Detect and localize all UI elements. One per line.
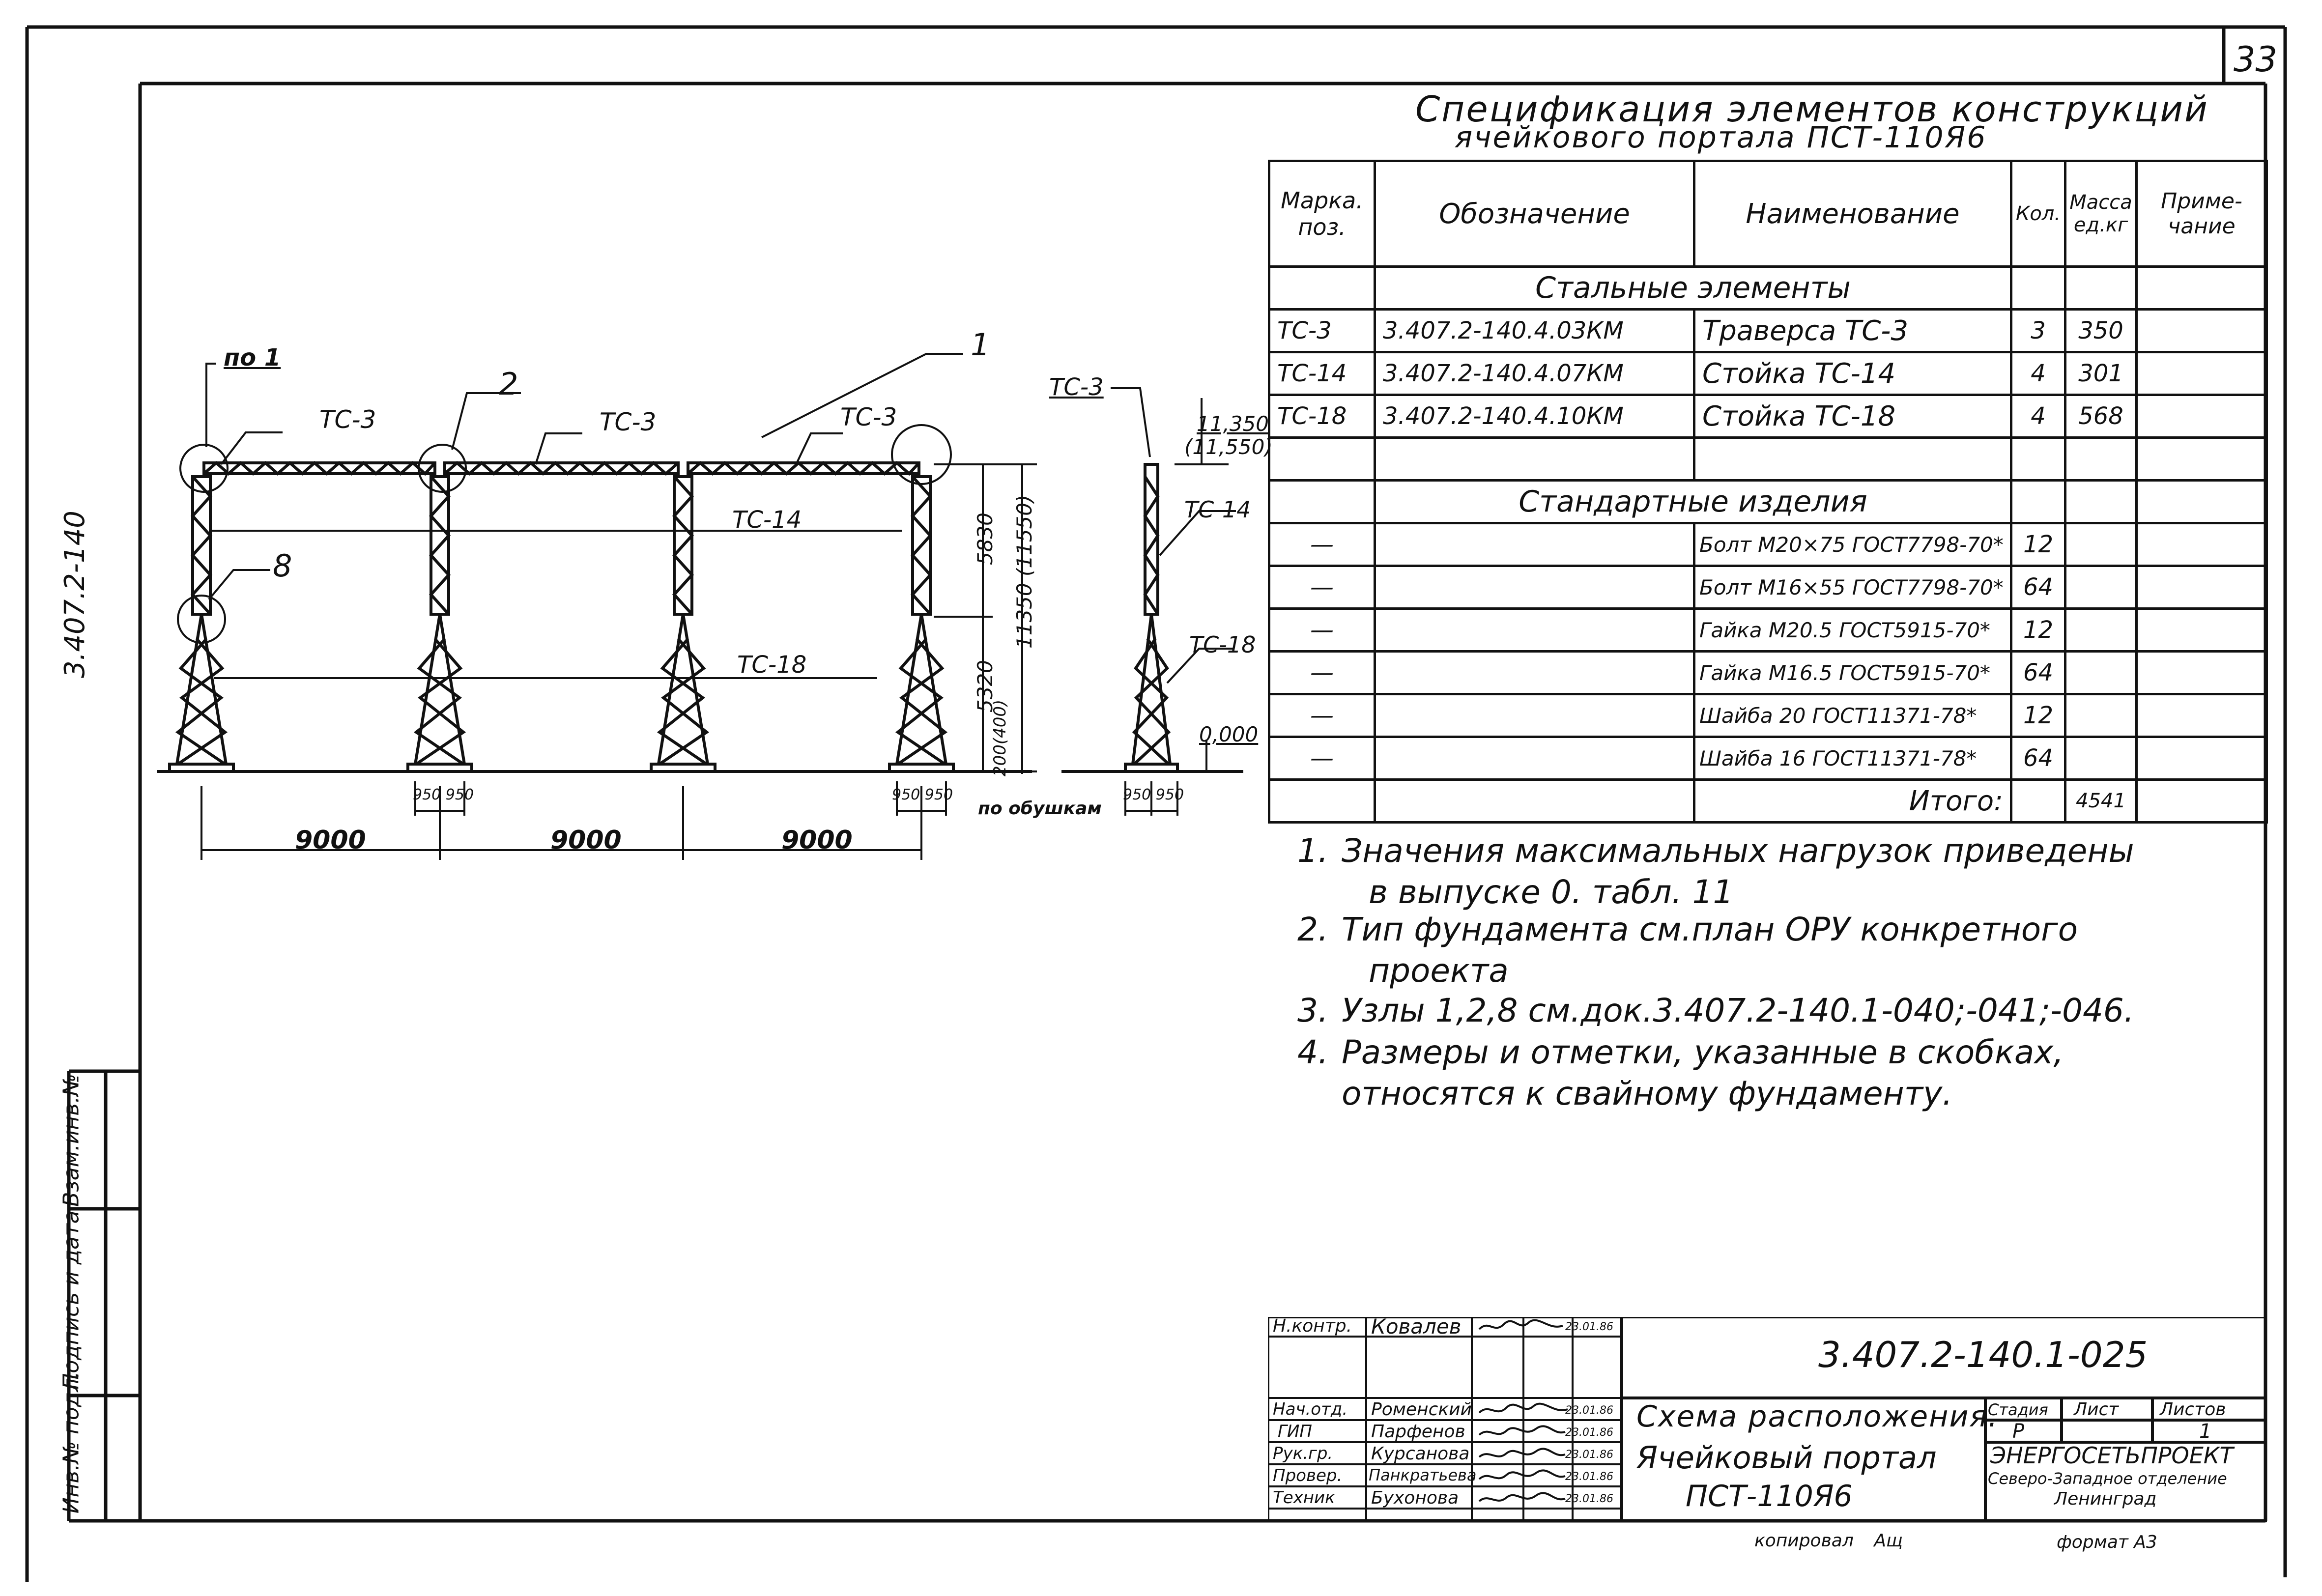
spec-cell: ТС-3 [1269, 310, 1375, 352]
label-side-tc3: ТС-3 [1049, 373, 1104, 401]
label-span-2: 9000 [550, 826, 622, 855]
spec-group-std: Стандартные изделия [1375, 481, 2011, 523]
tb-role: Нач.отд. [1273, 1399, 1348, 1419]
spec-row [1269, 609, 2267, 652]
spec-row [1269, 566, 2267, 609]
page-number: 33 [2234, 39, 2278, 80]
label-tc3-b: ТС-3 [600, 408, 657, 436]
tb-name: Курсанова [1371, 1444, 1470, 1464]
label-tc3-a: ТС-3 [319, 405, 376, 434]
traverse-2 [445, 463, 678, 474]
column-3 [651, 477, 715, 771]
label-po1: по 1 [224, 344, 281, 371]
spec-cell [2065, 737, 2137, 780]
traverse-1 [204, 463, 435, 474]
note-text: Значения максимальных нагрузок приведены [1342, 832, 2134, 870]
spec-header-note: Приме- чание [2137, 161, 2267, 267]
spec-cell [2065, 694, 2137, 737]
note-number: 3. [1297, 992, 1328, 1029]
label-span-1: 9000 [295, 826, 366, 855]
tb-role: ГИП [1278, 1422, 1312, 1441]
spec-cell: — [1269, 652, 1375, 694]
label-elev-zero: 0,000 [1199, 722, 1259, 746]
spec-cell: — [1269, 566, 1375, 609]
tb-name: Ковалев [1371, 1314, 1462, 1339]
spec-cell: 4 [2011, 352, 2065, 395]
label-side-tc18: ТС-18 [1189, 631, 1256, 658]
spec-cell [2137, 652, 2267, 694]
spec-cell: 3.407.2-140.4.03КМ [1375, 310, 1694, 352]
note-text: Размеры и отметки, указанные в скобках, [1342, 1033, 2064, 1071]
spec-cell: Гайка М16.5 ГОСТ5915-70* [1694, 652, 2011, 694]
label-dim-5830: 5830 [973, 513, 997, 565]
tb-stadia: Р [2012, 1420, 2025, 1443]
spec-cell [2065, 566, 2137, 609]
spec-header-name: Наименование [1694, 161, 2011, 267]
spec-table [1268, 160, 2268, 824]
label-elev-top-pile: (11,550) [1184, 435, 1273, 459]
tb-listov-header: Листов [2160, 1399, 2226, 1420]
traverse-3 [688, 463, 919, 474]
spec-group-steel: Стальные элементы [1375, 267, 2011, 310]
label-node-2: 2 [499, 366, 518, 402]
note-number: 2. [1297, 911, 1328, 948]
spec-cell: 301 [2065, 352, 2137, 395]
spec-cell [1375, 694, 1694, 737]
spec-empty-row [1269, 438, 2267, 481]
tb-date: 23.01.86 [1565, 1426, 1613, 1439]
tb-title-l1: Схема расположения. [1636, 1399, 1999, 1434]
spec-header-mark: Марка. поз. [1269, 161, 1375, 267]
note-1 [1297, 830, 2134, 913]
side-stamp-vzam: Взам.инв.№ [58, 1074, 84, 1207]
column-2 [408, 477, 472, 771]
spec-cell: 64 [2011, 737, 2065, 780]
spec-cell: 64 [2011, 652, 2065, 694]
spec-cell: Траверса ТС-3 [1694, 310, 2011, 352]
note-3 [1297, 990, 2134, 1031]
note-number: 1. [1297, 832, 1328, 870]
signatures [1474, 1317, 1573, 1523]
label-base-left: 950 950 [413, 786, 474, 803]
tb-name: Панкратьева [1369, 1466, 1477, 1484]
spec-cell: ТС-14 [1269, 352, 1375, 395]
note-text: Узлы 1,2,8 см.док.3.407.2-140.1-040;-041;-046. [1342, 992, 2134, 1029]
side-stamp-inv-podl: Инв.№ подл. [58, 1371, 84, 1514]
tb-title-l3: ПСТ-110Я6 [1686, 1479, 1853, 1513]
label-elev-top: 11,350 [1197, 412, 1269, 436]
spec-cell: 568 [2065, 395, 2137, 438]
spec-cell [1375, 566, 1694, 609]
spec-cell [2137, 609, 2267, 652]
spec-cell [2065, 652, 2137, 694]
spec-header-designation: Обозначение [1375, 161, 1694, 267]
tb-title-l2: Ячейковый портал [1636, 1440, 1937, 1476]
spec-title-line2: ячейкового портала ПСТ-110Я6 [1455, 120, 1987, 155]
spec-cell [1375, 737, 1694, 780]
spec-row [1269, 352, 2267, 395]
copied-by-text: копировал [1754, 1531, 1854, 1551]
spec-row [1269, 652, 2267, 694]
label-dim-11350: 11350 (11550) [1012, 494, 1036, 649]
spec-cell: Стойка ТС-14 [1694, 352, 2011, 395]
spec-cell: 12 [2011, 694, 2065, 737]
spec-header-qty: Кол. [2011, 161, 2065, 267]
spec-cell: ТС-18 [1269, 395, 1375, 438]
label-dim-200: 200(400) [990, 699, 1010, 776]
note-4 [1297, 1032, 2064, 1114]
spec-cell: Болт М16×55 ГОСТ7798-70* [1694, 566, 2011, 609]
spec-cell: — [1269, 694, 1375, 737]
note-text: проекта [1369, 952, 1509, 990]
spec-cell: — [1269, 523, 1375, 566]
note-number: 4. [1297, 1033, 1328, 1071]
label-tc14: ТС-14 [732, 506, 802, 534]
note-text: относятся к свайному фундаменту. [1342, 1075, 1953, 1112]
tb-list-header: Лист [2074, 1399, 2119, 1420]
spec-cell [1375, 523, 1694, 566]
spec-cell: — [1269, 737, 1375, 780]
spec-cell: 12 [2011, 523, 2065, 566]
spec-cell: 3.407.2-140.4.10КМ [1375, 395, 1694, 438]
label-node-1: 1 [971, 327, 990, 363]
tb-doc-code: 3.407.2-140.1-025 [1818, 1334, 2148, 1375]
tb-role: Провер. [1273, 1466, 1343, 1485]
tb-date: 23.01.86 [1565, 1493, 1613, 1505]
spec-cell: 64 [2011, 566, 2065, 609]
spec-cell [1375, 609, 1694, 652]
label-span-3: 9000 [781, 826, 853, 855]
spec-cell: Гайка М20.5 ГОСТ5915-70* [1694, 609, 2011, 652]
spec-total-label: Итого: [1694, 780, 2011, 823]
spec-cell: 12 [2011, 609, 2065, 652]
note-text: в выпуске 0. табл. 11 [1369, 873, 1734, 911]
spec-cell: 3 [2011, 310, 2065, 352]
side-code: 3.407.2-140 [59, 511, 91, 678]
spec-cell [1375, 652, 1694, 694]
label-base-side: 950 950 [1123, 786, 1184, 803]
label-node-8: 8 [273, 548, 292, 584]
spec-cell [2137, 737, 2267, 780]
tb-name: Бухонова [1371, 1488, 1459, 1508]
spec-cell: — [1269, 609, 1375, 652]
spec-total-row [1269, 780, 2267, 823]
spec-row [1269, 737, 2267, 780]
spec-cell [2137, 523, 2267, 566]
tb-name: Парфенов [1371, 1422, 1465, 1442]
spec-title-line1: Спецификация элементов конструкций [1415, 88, 2209, 130]
tb-date: 23.01.86 [1565, 1449, 1613, 1461]
spec-cell: 350 [2065, 310, 2137, 352]
spec-cell [2065, 609, 2137, 652]
tb-stadia-header: Стадия [1988, 1400, 2048, 1419]
copied-by-sign: Ащ [1874, 1531, 1903, 1551]
spec-total-value: 4541 [2065, 780, 2137, 823]
spec-cell [2137, 352, 2267, 395]
spec-header-row [1269, 161, 2267, 267]
tb-role: Техник [1273, 1488, 1335, 1508]
spec-cell: Шайба 16 ГОСТ11371-78* [1694, 737, 2011, 780]
spec-cell: Болт М20×75 ГОСТ7798-70* [1694, 523, 2011, 566]
spec-cell: 4 [2011, 395, 2065, 438]
spec-group-steel-row [1269, 267, 2267, 310]
label-side-tc14: ТС-14 [1184, 496, 1251, 523]
tb-org-2: Северо-Западное отделение [1988, 1469, 2227, 1488]
tb-org-1: ЭНЕРГОСЕТЬПРОЕКТ [1990, 1442, 2234, 1469]
spec-cell: Стойка ТС-18 [1694, 395, 2011, 438]
label-tc3-c: ТС-3 [840, 403, 897, 431]
spec-cell [2065, 523, 2137, 566]
tb-date: 23.01.86 [1565, 1404, 1613, 1417]
tb-org-3: Ленинград [2054, 1489, 2157, 1509]
spec-cell: Шайба 20 ГОСТ11371-78* [1694, 694, 2011, 737]
tb-name: Роменский [1371, 1399, 1472, 1420]
side-stamp-podpis: Подпись и дата [58, 1210, 84, 1390]
tb-listov: 1 [2199, 1420, 2212, 1443]
label-po-obushkam: по обушкам [978, 798, 1102, 819]
spec-cell [2137, 694, 2267, 737]
tb-date: 23.01.86 [1565, 1471, 1613, 1483]
spec-header-mass: Масса ед.кг [2065, 161, 2137, 267]
spec-row [1269, 694, 2267, 737]
copied-by-label [1754, 1531, 1903, 1551]
tb-role: Рук.гр. [1273, 1444, 1333, 1463]
spec-cell: 3.407.2-140.4.07КМ [1375, 352, 1694, 395]
format-label: формат А3 [2057, 1532, 2157, 1552]
note-text: Тип фундамента см.план ОРУ конкретного [1342, 911, 2078, 948]
spec-row [1269, 310, 2267, 352]
spec-cell [2137, 395, 2267, 438]
spec-group-std-row [1269, 481, 2267, 523]
label-base-right: 950 950 [892, 786, 953, 803]
spec-cell [2137, 310, 2267, 352]
label-tc18: ТС-18 [737, 651, 807, 679]
note-2 [1297, 909, 2078, 992]
tb-date: 23.01.86 [1565, 1321, 1613, 1333]
label-dim-5320: 5320 [973, 660, 997, 712]
column-4 [889, 477, 953, 771]
tb-role: Н.контр. [1273, 1316, 1352, 1336]
spec-row [1269, 523, 2267, 566]
spec-row [1269, 395, 2267, 438]
spec-cell [2137, 566, 2267, 609]
